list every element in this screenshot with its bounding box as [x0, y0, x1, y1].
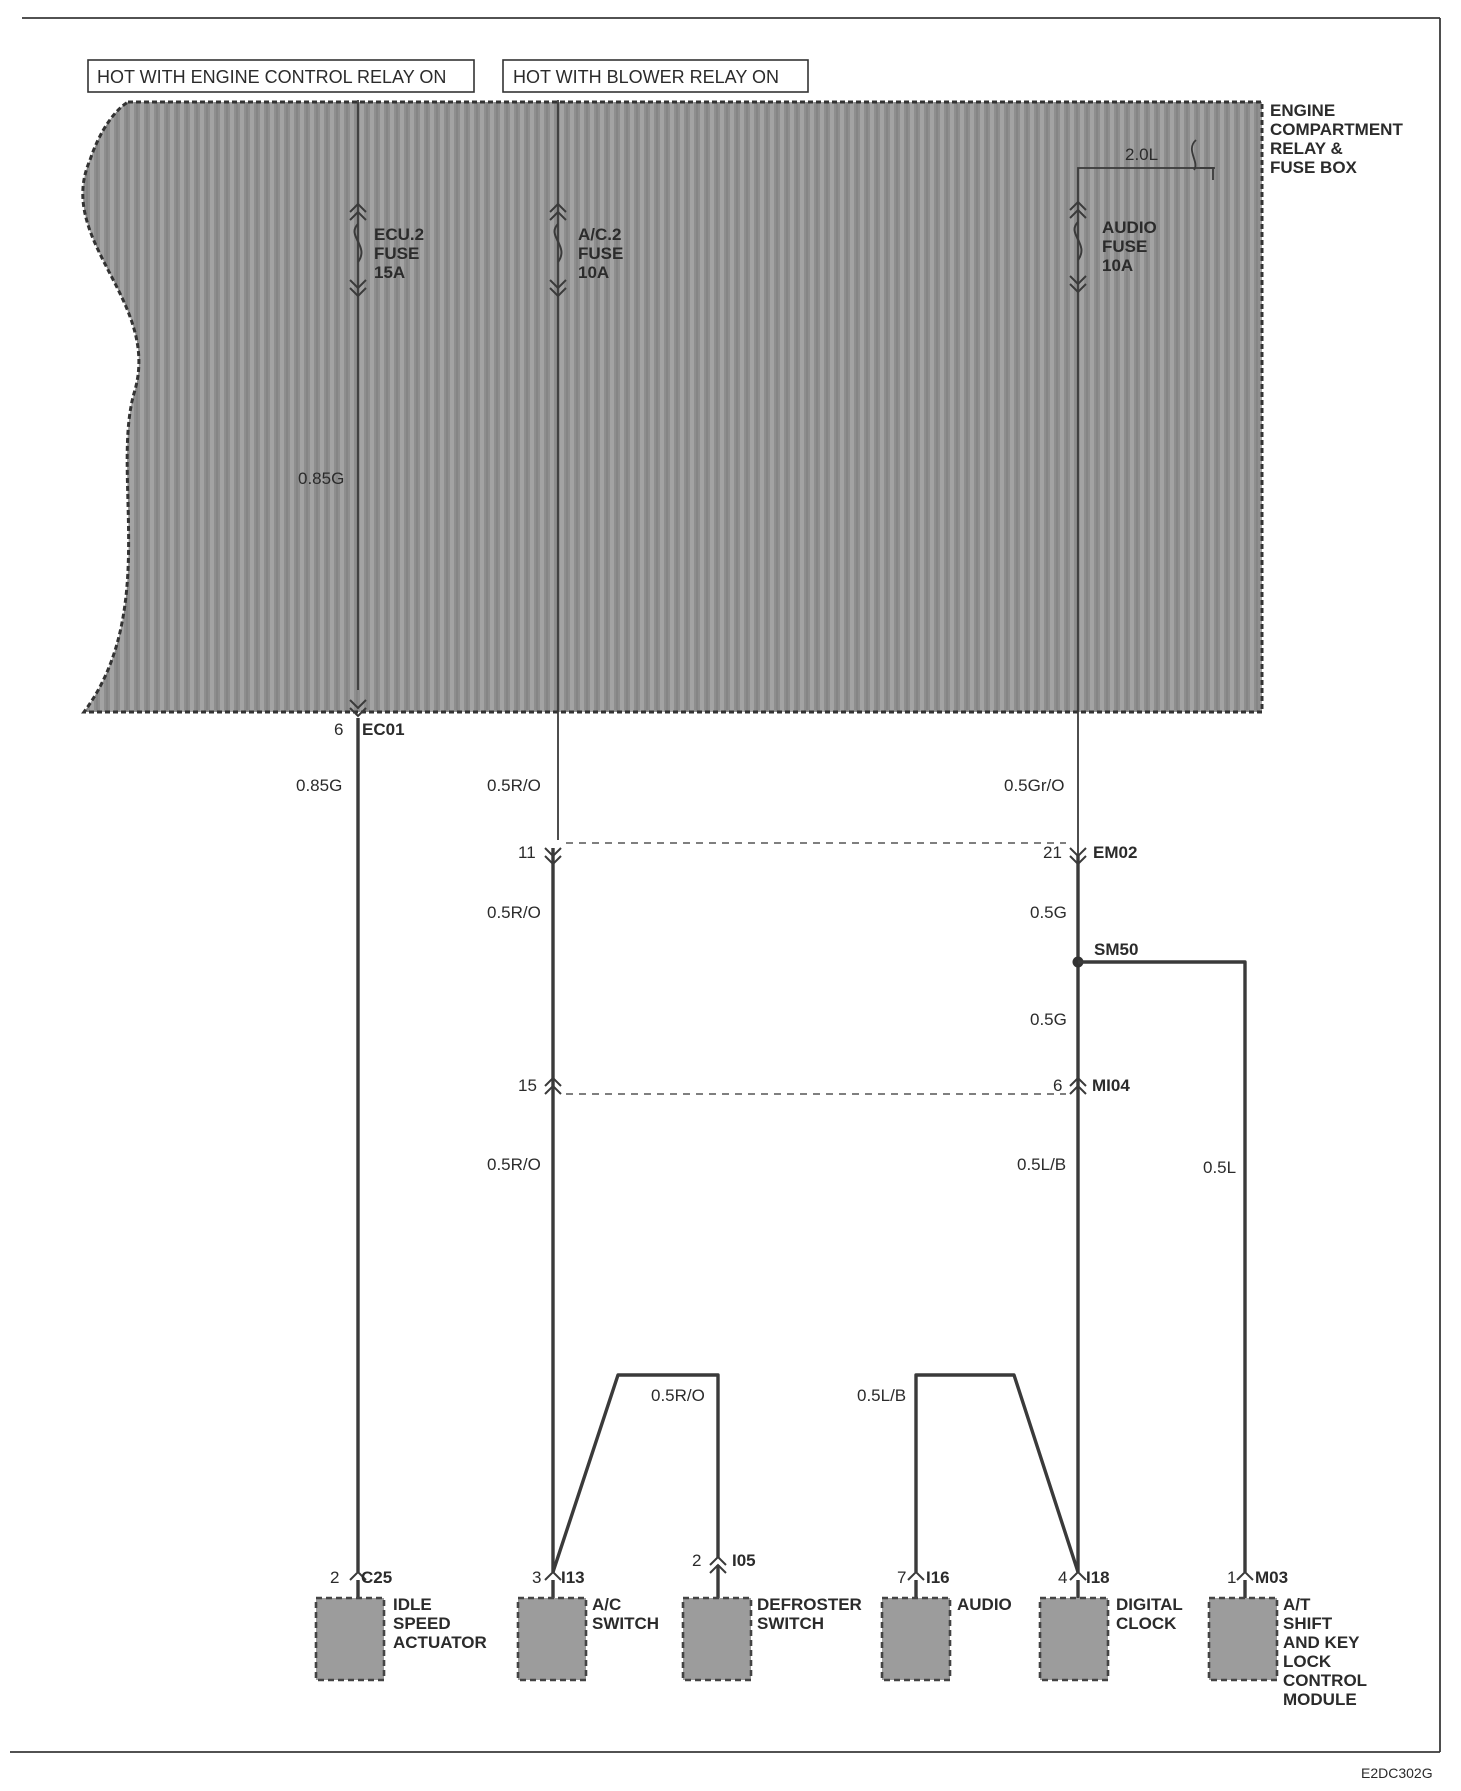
i13-connector: I13 — [561, 1568, 585, 1587]
ecu2-fuse-label: FUSE — [374, 244, 420, 263]
idle-speed-actuator — [316, 1598, 384, 1680]
defroster-switch — [683, 1598, 751, 1680]
atshift-label-4: LOCK — [1283, 1652, 1332, 1671]
ac-switch-label-2: SWITCH — [592, 1614, 660, 1633]
atshift-label-2: SHIFT — [1283, 1614, 1333, 1633]
sm50-splice: SM50 — [1094, 940, 1139, 959]
variant-label: 2.0L — [1125, 145, 1159, 164]
clock-label-1: DIGITAL — [1116, 1595, 1183, 1614]
ac-switch-label-1: A/C — [592, 1595, 622, 1614]
atshift-label-3: AND KEY — [1283, 1633, 1360, 1652]
ec01-pin: 6 — [334, 720, 344, 739]
audio-fuse-rating: 10A — [1102, 256, 1134, 275]
ecu2-fuse-name: ECU.2 — [374, 225, 425, 244]
mi04-left-pin: 15 — [518, 1076, 537, 1095]
digital-clock — [1040, 1598, 1108, 1680]
c25-connector: C25 — [361, 1568, 393, 1587]
fuse-box-label-2: COMPARTMENT — [1270, 120, 1403, 139]
i05-pin: 2 — [692, 1551, 702, 1570]
ecu2-fuse-rating: 15A — [374, 263, 406, 282]
audio-branch-wire-label: 0.5L/B — [857, 1386, 907, 1405]
i05-connector: I05 — [732, 1551, 756, 1570]
idle-label-3: ACTUATOR — [393, 1633, 487, 1652]
atshift-wire-label: 0.5L — [1203, 1158, 1237, 1177]
ecu-inner-wire-label: 0.85G — [298, 469, 345, 488]
m03-connector-symbol — [1237, 1572, 1253, 1580]
audio-label: AUDIO — [957, 1595, 1012, 1614]
clock-label-2: CLOCK — [1116, 1614, 1177, 1633]
idle-label-2: SPEED — [393, 1614, 451, 1633]
defroster-label-2: SWITCH — [757, 1614, 825, 1633]
audio-top-wire-label: 0.5Gr/O — [1004, 776, 1065, 795]
c25-pin: 2 — [330, 1568, 340, 1587]
fuse-box-label-3: RELAY & — [1270, 139, 1343, 158]
ac-switch — [518, 1598, 586, 1680]
em02-right-pin: 21 — [1043, 843, 1062, 862]
fuse-box-label-1: ENGINE — [1270, 101, 1336, 120]
mi04-right-pin: 6 — [1053, 1076, 1063, 1095]
idle-label-1: IDLE — [393, 1595, 432, 1614]
ecu-wire-label: 0.85G — [296, 776, 343, 795]
audio-unit — [882, 1598, 950, 1680]
atshift-wire — [1078, 962, 1245, 1572]
i16-connector-symbol — [908, 1572, 924, 1580]
i18-pin: 4 — [1058, 1568, 1068, 1587]
audio-fuse-name: AUDIO — [1102, 218, 1157, 237]
fuse-box-area — [83, 102, 1262, 712]
audio-fuse-label: FUSE — [1102, 237, 1148, 256]
atshift-label-5: CONTROL — [1283, 1671, 1368, 1690]
ac-mid-wire-label: 0.5R/O — [487, 903, 541, 922]
em02-left-pin: 11 — [518, 843, 536, 862]
m03-connector: M03 — [1255, 1568, 1289, 1587]
ac2-fuse-rating: 10A — [578, 263, 610, 282]
atshift-label-1: A/T — [1283, 1595, 1311, 1614]
ac-low-wire-label: 0.5R/O — [487, 1155, 541, 1174]
defroster-label-1: DEFROSTER — [757, 1595, 862, 1614]
ec01-connector: EC01 — [362, 720, 405, 739]
clock-wire-label: 0.5L/B — [1017, 1155, 1067, 1174]
engine-relay-header: HOT WITH ENGINE CONTROL RELAY ON — [97, 67, 447, 87]
i13-pin: 3 — [532, 1568, 542, 1587]
i13-connector-symbol — [545, 1572, 561, 1580]
defroster-wire-label: 0.5R/O — [651, 1386, 705, 1405]
em02-connector: EM02 — [1093, 843, 1138, 862]
blower-relay-header: HOT WITH BLOWER RELAY ON — [513, 67, 780, 87]
diagram-code: E2DC302G — [1361, 1765, 1433, 1781]
i18-connector-symbol — [1070, 1572, 1086, 1580]
ac2-fuse-label: FUSE — [578, 244, 624, 263]
i16-pin: 7 — [897, 1568, 907, 1587]
audio-splice-wire-label: 0.5G — [1030, 1010, 1067, 1029]
audio-branch-wire — [916, 1375, 1078, 1572]
ac-top-wire-label: 0.5R/O — [487, 776, 541, 795]
i16-connector: I16 — [926, 1568, 950, 1587]
fuse-box-label-4: FUSE BOX — [1270, 158, 1357, 177]
i18-connector: I18 — [1086, 1568, 1110, 1587]
atshift-label-6: MODULE — [1283, 1690, 1357, 1709]
at-shift-key-lock-module — [1209, 1598, 1277, 1680]
audio-mid-wire-label: 0.5G — [1030, 903, 1067, 922]
m03-pin: 1 — [1227, 1568, 1237, 1587]
mi04-connector: MI04 — [1092, 1076, 1130, 1095]
ac2-fuse-name: A/C.2 — [578, 225, 622, 244]
